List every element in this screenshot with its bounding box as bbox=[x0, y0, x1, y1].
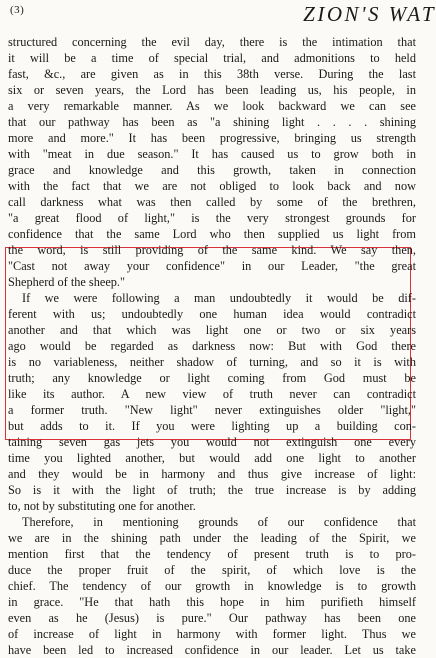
highlighted-line: and they would be in harmony and thus give increase of light: bbox=[8, 467, 416, 481]
text-line: in grace. "He that hath this hope in him purifieth himself bbox=[8, 595, 416, 609]
text-line: confidence that the same Lord who then supplied us light from bbox=[8, 227, 416, 241]
text-line: Therefore, in mentioning grounds of our confidence that bbox=[22, 515, 416, 529]
highlighted-line: but adds to it. If you were lighting up a building con- bbox=[8, 419, 416, 433]
text-line: grace and knowledge and this growth, taken in connection bbox=[8, 163, 416, 177]
highlighted-line: a former truth. "New light" never extinguishes older "light," bbox=[8, 403, 416, 417]
text-line: "Cast not away your confidence" in our Leader, "the great bbox=[8, 259, 416, 273]
text-line: "a great flood of light," is the very strongest grounds for bbox=[8, 211, 416, 225]
highlighted-line: taining seven gas jets you would not extinguish one every bbox=[8, 435, 416, 449]
highlighted-line: another and that which was light one or two or six years bbox=[8, 323, 416, 337]
text-line: that our pathway has been as "a shining light . . . . shining bbox=[8, 115, 416, 129]
text-line: the word, is still providing of the same kind. We say then, bbox=[8, 243, 416, 257]
text-line: more and more." It has been progressive, bringing us strength bbox=[8, 131, 416, 145]
text-line: it will be a time of special trial, and admonitions to held bbox=[8, 51, 416, 65]
text-line: six or seven years, the Lord has been leading us, his people, in bbox=[8, 83, 416, 97]
page-number: (3) bbox=[10, 4, 25, 16]
body-text bbox=[8, 34, 416, 658]
text-line: fast, &c., are given as in this 38th verse. During the last bbox=[8, 67, 416, 81]
text-line: with the fact that we are not obliged to look back and now bbox=[8, 179, 416, 193]
highlighted-line: to, not by substituting one for another. bbox=[8, 499, 196, 513]
text-line: structured concerning the evil day, there is the intimation that bbox=[8, 35, 416, 49]
journal-title: ZION'S WAT bbox=[303, 2, 436, 26]
text-line: duce the proper fruit of the spirit, of which love is the bbox=[8, 563, 416, 577]
highlighted-line: truth; any knowledge or light coming from God must be bbox=[8, 371, 416, 385]
text-line: a very remarkable manner. As we look backward we can see bbox=[8, 99, 416, 113]
highlighted-line: ferent with us; undoubtedly one human idea would contradict bbox=[8, 307, 416, 321]
highlighted-line: like its author. A new view of truth never can contradict bbox=[8, 387, 416, 401]
highlighted-line: So is it with the light of truth; the true increase is by adding bbox=[8, 483, 416, 497]
text-line: mention first that the tendency of present truth is to pro- bbox=[8, 547, 416, 561]
text-line: have been led to increased confidence in our leader. Let us take bbox=[8, 643, 416, 657]
highlighted-line: If we were following a man undoubtedly it would be dif- bbox=[22, 291, 416, 305]
highlighted-line: time you lighted another, but would add one light to another bbox=[8, 451, 416, 465]
text-line: with "meat in due season." It has caused us to grow both in bbox=[8, 147, 416, 161]
text-line: even as he (Jesus) is pure." Our pathway has been one bbox=[8, 611, 416, 625]
text-line: Shepherd of the sheep." bbox=[8, 275, 126, 289]
highlighted-line: ago would be regarded as darkness now: But with God there bbox=[8, 339, 416, 353]
text-line: chief. The tendency of our growth in knowledge is to growth bbox=[8, 579, 416, 593]
text-line: call darkness what was then called by some of the brethren, bbox=[8, 195, 416, 209]
text-line: of increase of light in harmony with former light. Thus we bbox=[8, 627, 416, 641]
text-line: we are in the shining path under the leading of the Spirit, we bbox=[8, 531, 416, 545]
highlighted-line: is no variableness, neither shadow of turning, and so it is with bbox=[8, 355, 416, 369]
